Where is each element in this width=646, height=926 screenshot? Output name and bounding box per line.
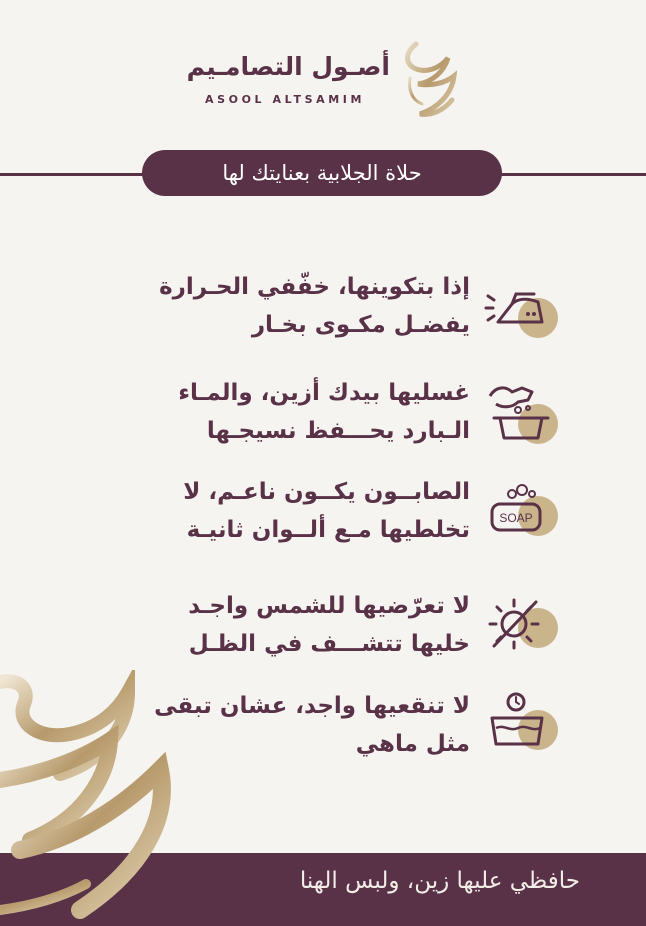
tip-soap <box>110 473 470 549</box>
decorative-swirl <box>0 670 200 926</box>
soap-icon <box>482 478 560 548</box>
tip-line: غسليها بيدك أزين، والمـاء <box>178 380 470 406</box>
tip-no-sun <box>110 587 470 663</box>
soap-label: SOAP <box>499 511 533 525</box>
brand-name-arabic: أصـول التصامـيم <box>186 52 390 81</box>
footer-slogan: حافظي عليها زين، ولبس الهنا <box>299 868 580 894</box>
brand-name-english: ASOOL ALTSAMIM <box>204 93 365 106</box>
tip-line: الصابــون يكــون ناعـم، لا <box>183 479 470 505</box>
tip-line: لا تعرّضيها للشمس واجـد <box>188 593 470 619</box>
tip-hand-wash <box>110 374 470 450</box>
tip-line: خليها تتشـــف في الظـل <box>188 631 470 657</box>
hand-wash-icon <box>482 378 560 448</box>
iron-icon <box>482 282 560 352</box>
brand-logo-mark <box>396 38 462 120</box>
tip-line: لا تنقعيها واجد، عشان تبقى <box>154 693 470 719</box>
tip-line: الـبارد يحـــفظ نسيجـها <box>206 418 470 444</box>
tip-line: يفضـل مكـوى بخـار <box>251 312 470 338</box>
tip-iron <box>110 268 470 344</box>
soak-timer-icon <box>482 688 560 758</box>
tip-line: إذا بتكوينها، خفّفي الحـرارة <box>159 274 470 300</box>
banner-title: حلاة الجلابية بعنايتك لها <box>142 150 502 196</box>
tip-line: مثل ماهي <box>355 731 470 757</box>
no-sun-icon <box>482 590 560 660</box>
tip-line: تخلطيها مـع ألــوان ثانيـة <box>186 517 470 543</box>
